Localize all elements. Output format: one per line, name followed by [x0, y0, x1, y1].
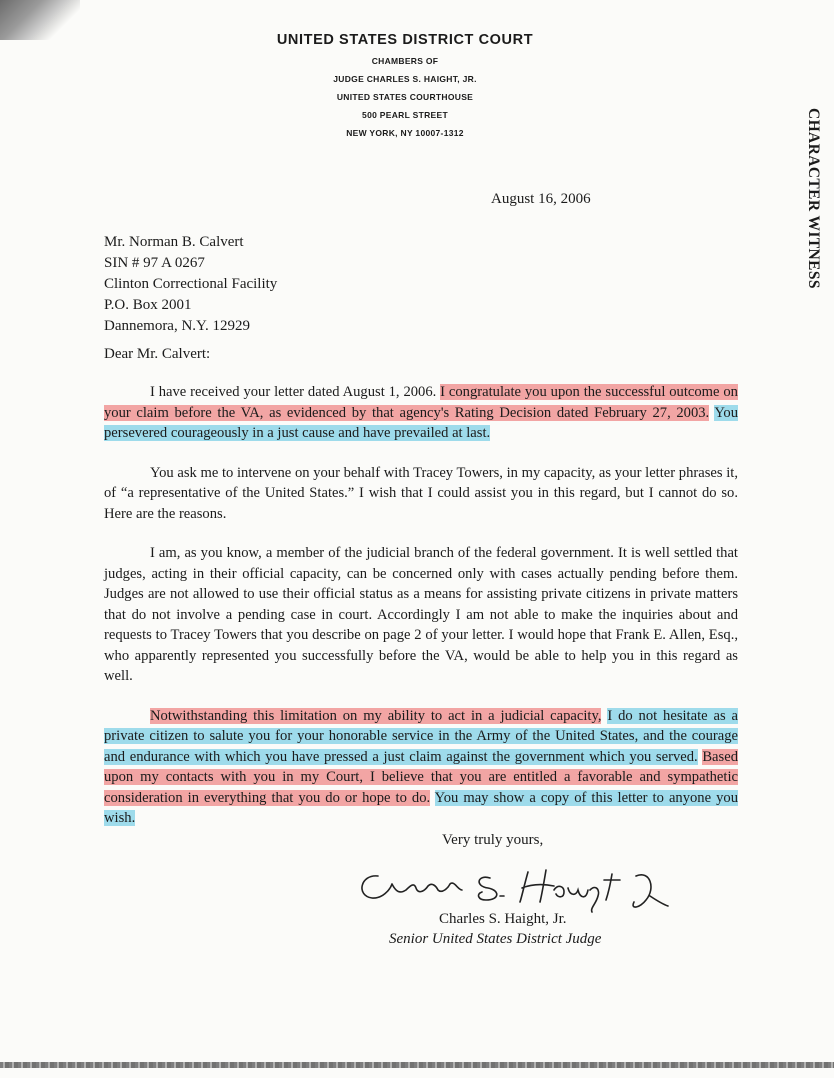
scan-edge	[0, 1062, 834, 1068]
highlight-red: Notwithstanding this limitation on my ability to act in a judicial capacity,	[150, 707, 602, 724]
signature	[350, 860, 680, 918]
letter-body	[104, 382, 738, 848]
signer-name: Charles S. Haight, Jr.	[439, 911, 567, 927]
court-name: UNITED STATES DISTRICT COURT	[276, 32, 534, 48]
highlight-red: I congratulate you upon the successful outcome on your claim before the VA, as evidenced by that agency's Rating Decision dated February 27, 2003.	[104, 384, 738, 421]
paragraph-1-text: I have received your letter dated August 1, 2006.	[150, 384, 437, 400]
city-line: NEW YORK, NY 10007-1312	[346, 128, 464, 138]
side-label-character-witness: CHARACTER WITNESS	[805, 108, 822, 289]
scan-shadow	[0, 0, 80, 40]
highlight-blue: You may show a copy of this letter to anyone you wish.	[104, 789, 739, 826]
paragraph-3: I am, as you know, a member of the judicial branch of the federal government. It is well settled that judges, acting in their official capacity, can be concerned only with cases actually pending before them. Judges are not allowed to use their official status as a means for assisting private citizens in private matters that do not involve a pending case in court. Accordingly I am not able to make the inquiries about and requests to Tracey Towers that you describe on page 2 of your letter. I would hope that Frank E. Allen, Esq., who apparently represented you successfully before the VA, would be able to help you in this regard as well.	[104, 545, 738, 684]
recipient-name: Mr. Norman B. Calvert	[104, 234, 244, 250]
highlight-blue: I do not hesitate as a private citizen to salute you for your honorable service in the Army of the United States, and the courage and endurance with which you have pressed a just claim against the government which you served.	[104, 707, 738, 765]
paragraph-1	[104, 382, 738, 444]
signer-title: Senior United States District Judge	[389, 931, 602, 947]
highlight-blue: You persevered courageously in a just cause and have prevailed at last.	[104, 404, 738, 441]
letterhead	[180, 32, 630, 142]
recipient-city: Dannemora, N.Y. 12929	[104, 318, 250, 334]
letter-date: August 16, 2006	[491, 191, 591, 207]
salutation: Dear Mr. Calvert:	[104, 346, 211, 362]
judge-line: JUDGE CHARLES S. HAIGHT, JR.	[333, 74, 477, 84]
street-line: 500 PEARL STREET	[362, 110, 448, 120]
recipient-facility: Clinton Correctional Facility	[104, 276, 278, 292]
highlight-red: Based upon my contacts with you in my Court, I believe that you are entitled a favorable and sympathetic consideration in everything that you do or hope to do.	[104, 748, 738, 806]
recipient-sin: SIN # 97 A 0267	[104, 255, 205, 271]
recipient-address	[104, 232, 277, 337]
recipient-po-box: P.O. Box 2001	[104, 297, 192, 313]
paragraph-4	[104, 706, 738, 829]
closing: Very truly yours,	[442, 832, 544, 848]
paragraph-2: You ask me to intervene on your behalf with Tracey Towers, in my capacity, as your letter phrases it, of “a representative of the United States.” I wish that I could assist you in this regard, but I cannot do so. Here are the reasons.	[104, 464, 738, 522]
chambers-line: CHAMBERS OF	[371, 56, 439, 66]
signature-scribble	[350, 860, 680, 918]
courthouse-line: UNITED STATES COURTHOUSE	[336, 92, 474, 102]
